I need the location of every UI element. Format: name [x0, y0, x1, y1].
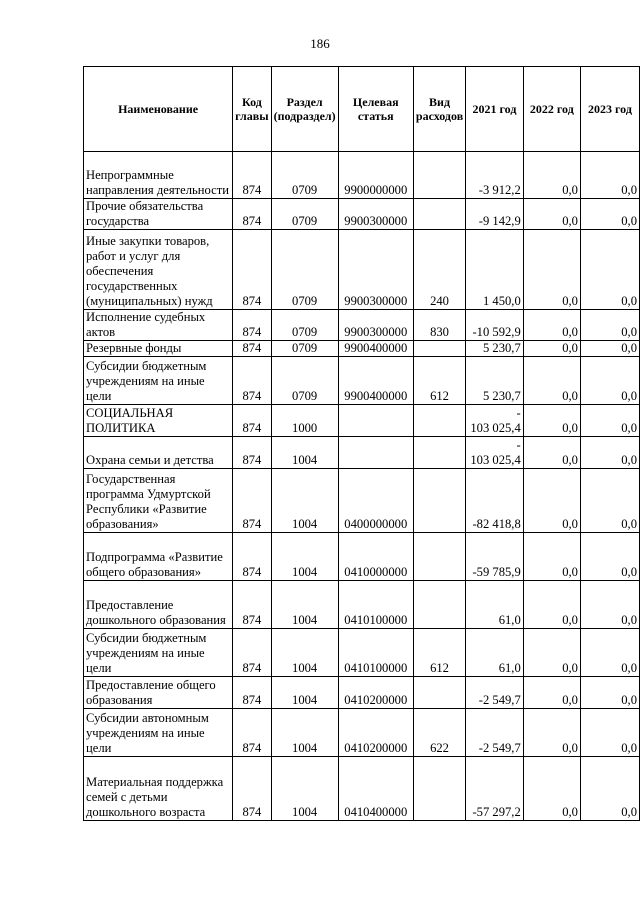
cell-name: Прочие обязательства государства [84, 199, 233, 230]
table-row [84, 581, 640, 629]
cell-name: Исполнение судебных актов [84, 310, 233, 341]
cell-section: 1004 [271, 677, 338, 709]
cell-2023: 0,0 [580, 469, 639, 533]
cell-name: Предоставление общего образования [84, 677, 233, 709]
cell-type: 830 [413, 310, 465, 341]
cell-code: 874 [233, 310, 271, 341]
cell-2021: 5 230,7 [466, 357, 524, 405]
cell-code: 874 [233, 533, 271, 581]
cell-section: 1000 [271, 405, 338, 437]
table-row [84, 709, 640, 757]
cell-target: 0410100000 [338, 629, 413, 677]
cell-2023: 0,0 [580, 152, 639, 199]
cell-target: 9900400000 [338, 357, 413, 405]
header-2022: 2022 год [523, 67, 580, 152]
table-row [84, 757, 640, 821]
header-code: Код главы [233, 67, 271, 152]
cell-section: 0709 [271, 310, 338, 341]
cell-target: 9900300000 [338, 230, 413, 310]
cell-type [413, 533, 465, 581]
cell-type: 240 [413, 230, 465, 310]
cell-section: 0709 [271, 341, 338, 357]
cell-code: 874 [233, 437, 271, 469]
cell-2022: 0,0 [523, 757, 580, 821]
cell-code: 874 [233, 757, 271, 821]
cell-section: 0709 [271, 357, 338, 405]
cell-2021: - 103 025,4 [466, 405, 524, 437]
cell-code: 874 [233, 152, 271, 199]
cell-target: 9900400000 [338, 341, 413, 357]
cell-section: 0709 [271, 230, 338, 310]
cell-2022: 0,0 [523, 230, 580, 310]
cell-code: 874 [233, 230, 271, 310]
cell-2021: 1 450,0 [466, 230, 524, 310]
cell-2022: 0,0 [523, 152, 580, 199]
cell-type: 612 [413, 629, 465, 677]
cell-type [413, 469, 465, 533]
cell-2023: 0,0 [580, 709, 639, 757]
cell-target: 0410200000 [338, 677, 413, 709]
cell-2023: 0,0 [580, 357, 639, 405]
cell-2023: 0,0 [580, 581, 639, 629]
table-row [84, 310, 640, 341]
cell-section: 1004 [271, 709, 338, 757]
cell-section: 1004 [271, 629, 338, 677]
cell-2022: 0,0 [523, 709, 580, 757]
cell-name: Государственная программа Удмуртской Республики «Развитие образования» [84, 469, 233, 533]
cell-name: Непрограммные направления деятельности [84, 152, 233, 199]
header-2021: 2021 год [466, 67, 524, 152]
table-row [84, 357, 640, 405]
cell-code: 874 [233, 677, 271, 709]
cell-2023: 0,0 [580, 230, 639, 310]
cell-target: 0410000000 [338, 533, 413, 581]
cell-type: 622 [413, 709, 465, 757]
cell-2021: -82 418,8 [466, 469, 524, 533]
cell-code: 874 [233, 199, 271, 230]
cell-name: Предоставление дошкольного образования [84, 581, 233, 629]
cell-2023: 0,0 [580, 405, 639, 437]
table-row [84, 341, 640, 357]
cell-section: 0709 [271, 152, 338, 199]
table-row [84, 199, 640, 230]
cell-2021: - 103 025,4 [466, 437, 524, 469]
cell-2021: 61,0 [466, 629, 524, 677]
header-row [84, 67, 640, 152]
cell-2023: 0,0 [580, 310, 639, 341]
cell-name: Субсидии бюджетным учреждениям на иные цели [84, 629, 233, 677]
cell-2021: -57 297,2 [466, 757, 524, 821]
cell-2022: 0,0 [523, 437, 580, 469]
cell-2022: 0,0 [523, 469, 580, 533]
cell-2022: 0,0 [523, 357, 580, 405]
cell-2023: 0,0 [580, 437, 639, 469]
table-row [84, 677, 640, 709]
table-row [84, 405, 640, 437]
table-row [84, 469, 640, 533]
cell-section: 1004 [271, 437, 338, 469]
cell-name: Субсидии бюджетным учреждениям на иные цели [84, 357, 233, 405]
cell-type [413, 405, 465, 437]
cell-type [413, 581, 465, 629]
cell-target: 0410100000 [338, 581, 413, 629]
budget-table [83, 66, 640, 821]
header-2023: 2023 год [580, 67, 639, 152]
cell-section: 0709 [271, 199, 338, 230]
cell-code: 874 [233, 341, 271, 357]
cell-2021: -10 592,9 [466, 310, 524, 341]
header-type: Вид расходов [413, 67, 465, 152]
cell-target [338, 405, 413, 437]
cell-2023: 0,0 [580, 757, 639, 821]
cell-2022: 0,0 [523, 199, 580, 230]
cell-target: 0410200000 [338, 709, 413, 757]
table-row [84, 230, 640, 310]
cell-code: 874 [233, 629, 271, 677]
cell-name: Охрана семьи и детства [84, 437, 233, 469]
cell-2023: 0,0 [580, 533, 639, 581]
cell-name: Подпрограмма «Развитие общего образования» [84, 533, 233, 581]
cell-name: Резервные фонды [84, 341, 233, 357]
cell-type [413, 437, 465, 469]
cell-code: 874 [233, 357, 271, 405]
cell-2021: -2 549,7 [466, 677, 524, 709]
header-name: Наименование [84, 67, 233, 152]
header-target: Целевая статья [338, 67, 413, 152]
cell-section: 1004 [271, 757, 338, 821]
cell-section: 1004 [271, 469, 338, 533]
cell-2021: -2 549,7 [466, 709, 524, 757]
cell-2021: 5 230,7 [466, 341, 524, 357]
cell-name: Иные закупки товаров, работ и услуг для обеспечения государственных (муниципальных) нужд [84, 230, 233, 310]
cell-2023: 0,0 [580, 341, 639, 357]
cell-2021: -9 142,9 [466, 199, 524, 230]
cell-type [413, 677, 465, 709]
table-body [84, 152, 640, 821]
cell-target: 9900300000 [338, 310, 413, 341]
cell-2022: 0,0 [523, 677, 580, 709]
cell-target: 0400000000 [338, 469, 413, 533]
cell-code: 874 [233, 469, 271, 533]
cell-2022: 0,0 [523, 341, 580, 357]
cell-type [413, 199, 465, 230]
header-section: Раздел (подраздел) [271, 67, 338, 152]
cell-target: 0410400000 [338, 757, 413, 821]
cell-2021: -59 785,9 [466, 533, 524, 581]
cell-2021: -3 912,2 [466, 152, 524, 199]
table-row [84, 533, 640, 581]
cell-2022: 0,0 [523, 581, 580, 629]
cell-target: 9900300000 [338, 199, 413, 230]
cell-type [413, 152, 465, 199]
cell-name: Материальная поддержка семей с детьми дошкольного возраста [84, 757, 233, 821]
cell-2023: 0,0 [580, 199, 639, 230]
table-row [84, 437, 640, 469]
table-row [84, 152, 640, 199]
cell-target: 9900000000 [338, 152, 413, 199]
cell-code: 874 [233, 709, 271, 757]
table-row [84, 629, 640, 677]
cell-2023: 0,0 [580, 677, 639, 709]
cell-target [338, 437, 413, 469]
cell-2021: 61,0 [466, 581, 524, 629]
cell-2022: 0,0 [523, 533, 580, 581]
cell-name: СОЦИАЛЬНАЯ ПОЛИТИКА [84, 405, 233, 437]
cell-name: Субсидии автономным учреждениям на иные цели [84, 709, 233, 757]
cell-section: 1004 [271, 581, 338, 629]
cell-code: 874 [233, 405, 271, 437]
cell-type: 612 [413, 357, 465, 405]
cell-2023: 0,0 [580, 629, 639, 677]
cell-type [413, 757, 465, 821]
cell-2022: 0,0 [523, 629, 580, 677]
cell-2022: 0,0 [523, 405, 580, 437]
cell-code: 874 [233, 581, 271, 629]
cell-type [413, 341, 465, 357]
cell-2022: 0,0 [523, 310, 580, 341]
page-number: 186 [310, 36, 330, 51]
cell-section: 1004 [271, 533, 338, 581]
